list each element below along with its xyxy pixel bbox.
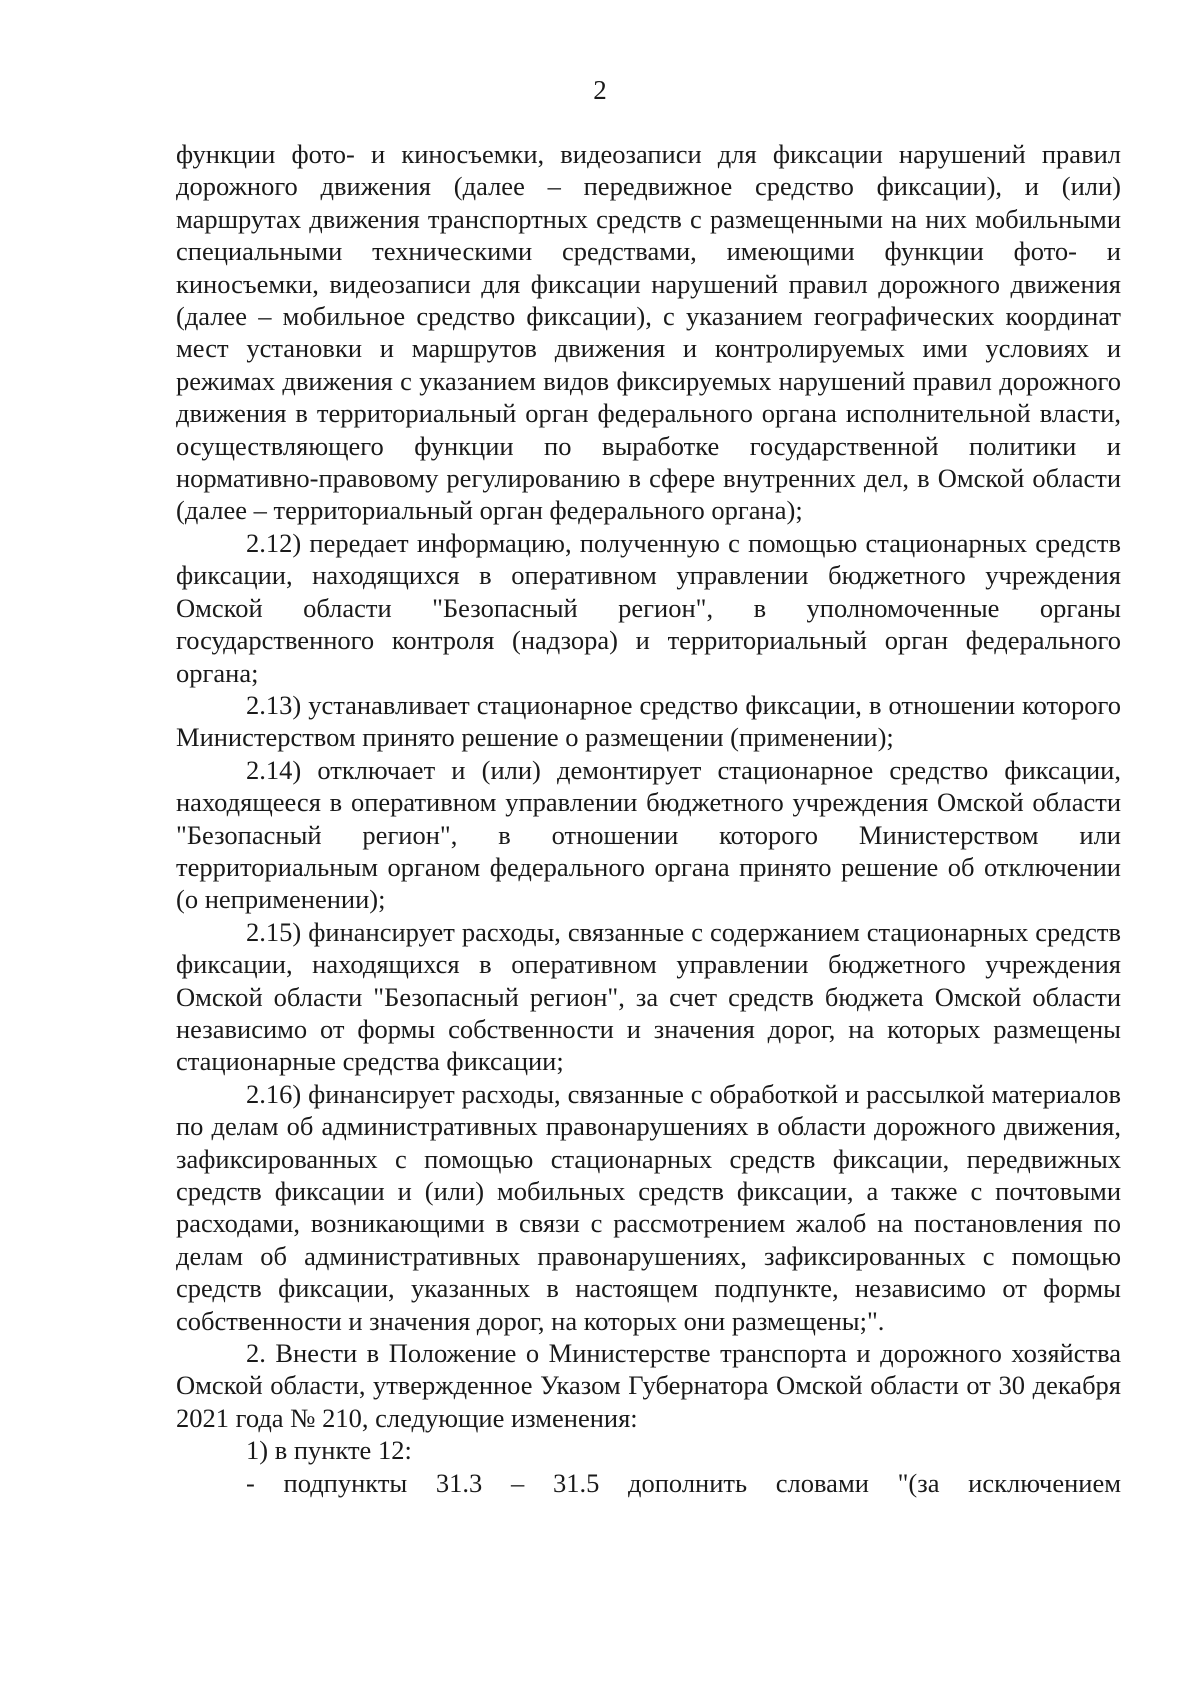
paragraph-2-12: 2.12) передает информацию, полученную с помощью стационарных средств фиксации, находящихся в оперативном управлении бюджетного учреждения Омской области "Безопасный регион", в уполномоченные органы государственного контроля (надзора) и территориальный орган федерального органа; <box>176 527 1121 688</box>
page-number: 2 <box>593 75 607 105</box>
paragraph-subitem-1: 1) в пункте 12: <box>246 1435 412 1466</box>
paragraph-2-16: 2.16) финансирует расходы, связанные с обработкой и рассылкой материалов по делам об административных правонарушениях в области дорожного движения, зафиксированных с помощью стационарных средств фиксации, передвижных средств фиксации и (или) мобильных средств фиксации, а также с почтовыми расходами, возникающими в связи с рассмотрением жалоб на постановления по делам об административных правонарушениях, зафиксированных с помощью средств фиксации, указанных в настоящем подпункте, независимо от формы собственности и значения дорог, на которых они размещены;". <box>176 1078 1121 1336</box>
paragraph-continuation: функции фото- и киносъемки, видеозаписи для фиксации нарушений правил дорожного движения (далее – передвижное средство фиксации), и (или) маршрутах движения транспортных средств с размещенными на них мобильными специальными техническими средствами, имеющими функции фото- и киносъемки, видеозаписи для фиксации нарушений правил дорожного движения (далее – мобильное средство фиксации), с указанием географических координат мест установки и маршрутов движения и контролируемых ими условиях и режимах движения с указанием видов фиксируемых нарушений правил дорожного движения в территориальный орган федерального органа исполнительной власти, осуществляющего функции по выработке государственной политики и нормативно-правовому регулированию в сфере внутренних дел, в Омской области (далее – территориальный орган федерального органа); <box>176 139 1121 526</box>
paragraph-item-2: 2. Внести в Положение о Министерстве транспорта и дорожного хозяйства Омской области, утвержденное Указом Губернатора Омской области от 30 декабря 2021 года № 210, следующие изменения: <box>176 1338 1121 1433</box>
paragraph-2-13: 2.13) устанавливает стационарное средство фиксации, в отношении которого Министерством принято решение о размещении (применении); <box>176 689 1121 753</box>
paragraph-2-15: 2.15) финансирует расходы, связанные с содержанием стационарных средств фиксации, находящихся в оперативном управлении бюджетного учреждения Омской области "Безопасный регион", за счет средств бюджета Омской области независимо от формы собственности и значения дорог, на которых размещены стационарные средства фиксации; <box>176 916 1121 1077</box>
document-body <box>176 138 1121 1499</box>
paragraph-2-14: 2.14) отключает и (или) демонтирует стационарное средство фиксации, находящееся в оперативном управлении бюджетного учреждения Омской области "Безопасный регион", в отношении которого Министерством или территориальным органом федерального органа принято решение об отключении (о неприменении); <box>176 754 1121 915</box>
paragraph-subitem-dash: - подпункты 31.3 – 31.5 дополнить словами "(за исключением <box>246 1467 1121 1498</box>
